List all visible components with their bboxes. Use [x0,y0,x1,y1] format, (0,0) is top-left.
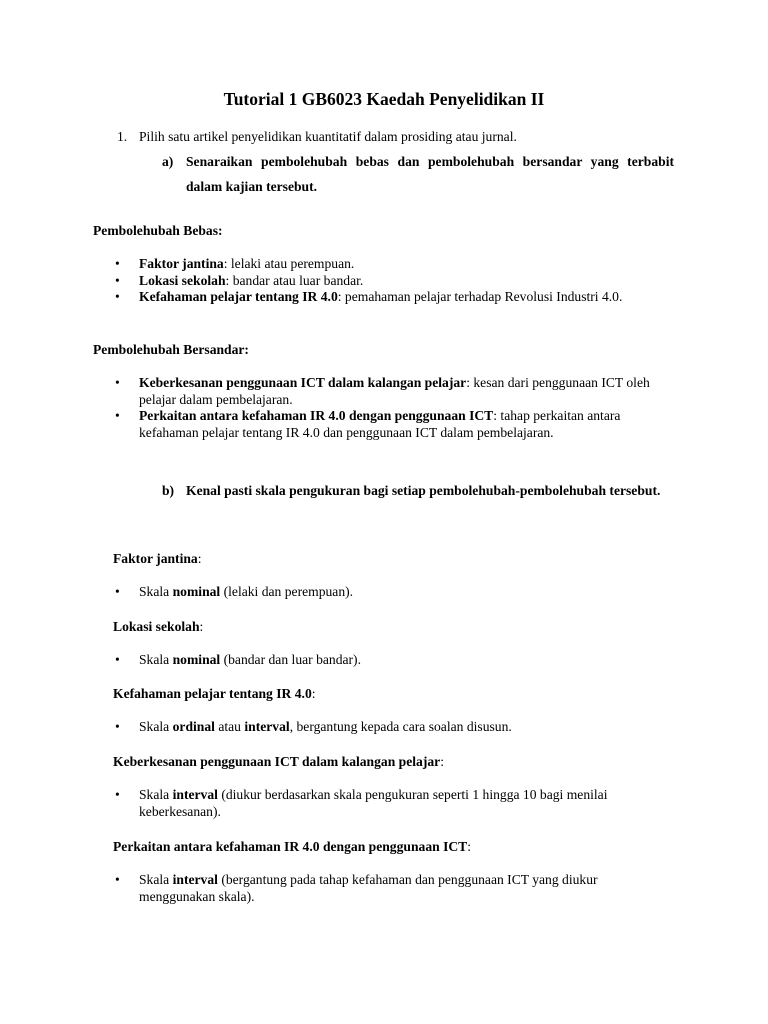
scale-list [113,787,673,820]
list-item: • Skala ordinal atau interval, bergantung kepada cara soalan disusun. [115,719,512,734]
list-item: • Skala interval (diukur berdasarkan skala pengukuran seperti 1 hingga 10 bagi menilai keberkesanan). [115,787,608,819]
list-item: • Skala interval (bergantung pada tahap kefahaman dan penggunaan ICT yang diukur menggunakan skala). [115,872,598,904]
question-text: Pilih satu artikel penyelidikan kuantitatif dalam prosiding atau jurnal. [139,129,517,144]
bullet-icon: • [115,652,120,667]
document-title: Tutorial 1 GB6023 Kaedah Penyelidikan II [223,89,545,109]
sub-question-text: Kenal pasti skala pengukuran bagi setiap pembolehubah-pembolehubah tersebut. [186,483,661,498]
sub-question-text: Senaraikan pembolehubah bebas dan pembolehubah bersandar yang terbabit dalam kajian tersebut. [186,154,674,194]
list-item: • Keberkesanan penggunaan ICT dalam kalangan pelajar: kesan dari penggunaan ICT oleh pelajar dalam pembelajaran. [115,375,650,407]
question-1 [117,128,517,146]
bullet-icon: • [115,375,120,390]
bersandar-list [113,375,673,441]
scale-list [113,872,673,905]
bullet-icon: • [115,272,120,288]
scale-heading: Keberkesanan penggunaan ICT dalam kalangan pelajar: [113,754,444,769]
bullet-icon: • [115,872,120,887]
bullet-icon: • [115,289,120,305]
bullet-icon: • [115,584,120,599]
scale-heading: Lokasi sekolah: [113,619,204,634]
sub-question-a [162,149,674,199]
scale-heading: Faktor jantina: [113,551,202,566]
section-heading-bebas: Pembolehubah Bebas: [93,223,223,238]
list-item: • Kefahaman pelajar tentang IR 4.0: pemahaman pelajar terhadap Revolusi Industri 4.0. [115,289,623,305]
bullet-icon: • [115,408,120,424]
bullet-icon: • [115,256,120,271]
bullet-icon: • [115,719,120,734]
scale-list [113,652,673,669]
list-item: • Skala nominal (lelaki dan perempuan). [115,584,354,599]
list-item: • Perkaitan antara kefahaman IR 4.0 dengan penggunaan ICT: tahap perkaitan antara kefahaman pelajar tentang IR 4.0 dan penggunaan ICT dalam pembelajaran. [115,408,621,440]
scale-heading: Kefahaman pelajar tentang IR 4.0: [113,686,316,701]
bullet-icon: • [115,787,120,802]
question-number: 1. [117,129,128,144]
scale-heading: Perkaitan antara kefahaman IR 4.0 dengan penggunaan ICT: [113,839,472,854]
sub-question-label: b) [162,483,175,498]
sub-question-b [162,478,674,503]
bebas-list [113,256,673,306]
section-heading-bersandar: Pembolehubah Bersandar: [93,342,249,357]
list-item: • Skala nominal (bandar dan luar bandar). [115,652,361,667]
sub-question-label: a) [162,154,174,169]
scale-list [113,719,673,736]
list-item: • Faktor jantina: lelaki atau perempuan. [115,256,355,271]
list-item: • Lokasi sekolah: bandar atau luar bandar. [115,272,364,288]
scale-list [113,584,673,601]
